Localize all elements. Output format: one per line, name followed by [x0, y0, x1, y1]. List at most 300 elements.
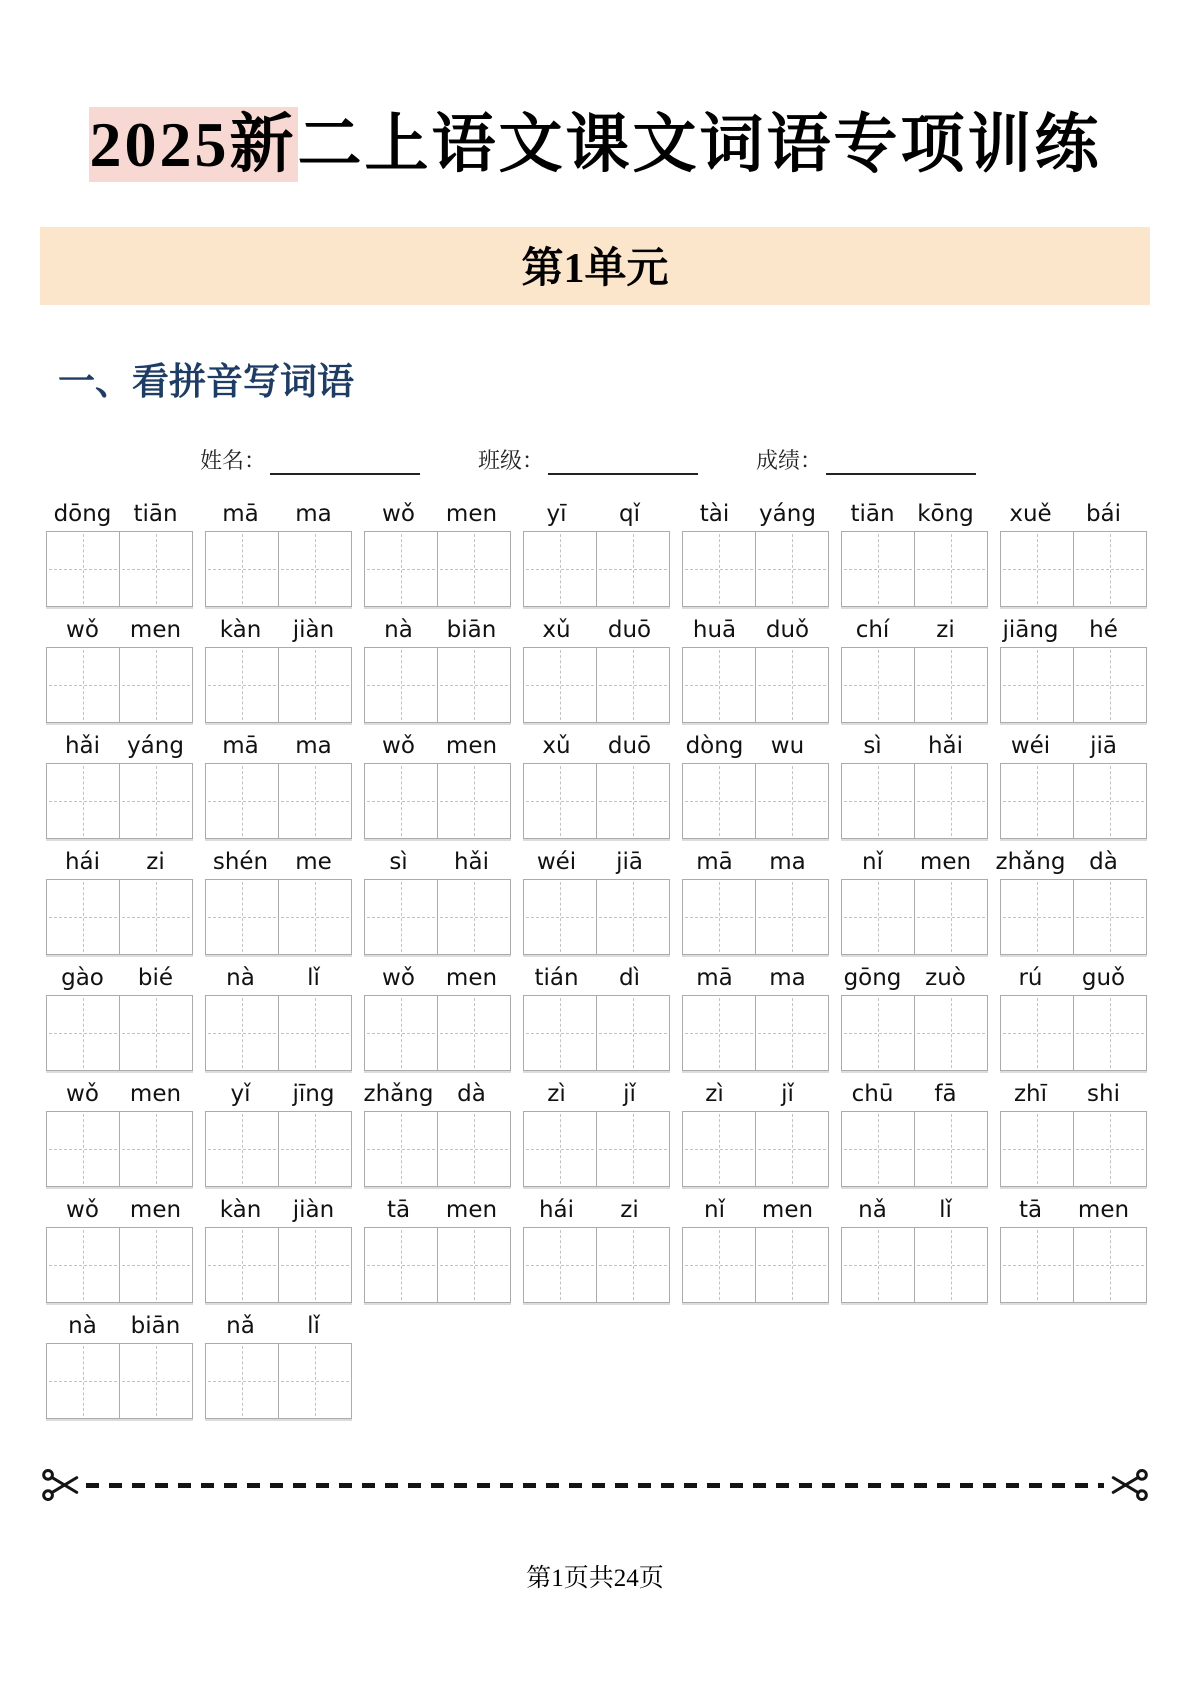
- writing-cell: [119, 880, 192, 954]
- pinyin-word: [994, 615, 1140, 645]
- writing-cell: [437, 764, 510, 838]
- class-blank: [548, 451, 698, 475]
- writing-cell: [842, 1112, 914, 1186]
- pinyin-syllable: yáng: [759, 501, 816, 527]
- writing-cell: [47, 1228, 119, 1302]
- writing-cell: [206, 996, 278, 1070]
- writing-cell: [278, 1112, 351, 1186]
- writing-cell: [842, 648, 914, 722]
- pinyin-word: [46, 731, 192, 761]
- pinyin-word: [362, 615, 508, 645]
- writing-block: [205, 763, 352, 839]
- writing-block: [682, 1111, 829, 1187]
- practice-row: [46, 731, 1150, 839]
- pinyin-word: [678, 615, 824, 645]
- writing-cell: [47, 532, 119, 606]
- writing-cell: [755, 1112, 828, 1186]
- writing-cell: [524, 764, 596, 838]
- pinyin-syllable: tiān: [850, 501, 895, 527]
- pinyin-word: [204, 615, 350, 645]
- writing-grid-row: [46, 995, 1150, 1071]
- writing-cell: [1073, 1112, 1146, 1186]
- pinyin-word: [678, 499, 824, 529]
- writing-block: [364, 879, 511, 955]
- pinyin-syllable: biān: [130, 1313, 181, 1339]
- pinyin-word: [678, 731, 824, 761]
- writing-cell: [914, 880, 987, 954]
- pinyin-word: [836, 847, 982, 877]
- pinyin-syllable: xǔ: [542, 733, 571, 759]
- pinyin-syllable: shi: [1087, 1081, 1120, 1107]
- pinyin-word: [678, 1079, 824, 1109]
- pinyin-syllable: wéi: [1010, 733, 1051, 759]
- writing-cell: [842, 532, 914, 606]
- pinyin-syllable: xuě: [1009, 501, 1052, 527]
- writing-cell: [914, 764, 987, 838]
- pinyin-syllable: zi: [146, 849, 165, 875]
- pinyin-syllable: huā: [692, 617, 737, 643]
- writing-cell: [437, 880, 510, 954]
- writing-block: [841, 879, 988, 955]
- practice-row: [46, 499, 1150, 607]
- writing-block: [841, 1227, 988, 1303]
- writing-cell: [683, 996, 755, 1070]
- pinyin-syllable: zuò: [925, 965, 966, 991]
- pinyin-syllable: kàn: [219, 1197, 262, 1223]
- pinyin-word: [362, 847, 508, 877]
- practice-row: [46, 963, 1150, 1071]
- pinyin-word: [836, 731, 982, 761]
- writing-block: [364, 1227, 511, 1303]
- writing-cell: [365, 1112, 437, 1186]
- writing-cell: [596, 648, 669, 722]
- pinyin-word: [836, 1195, 982, 1225]
- writing-cell: [1073, 648, 1146, 722]
- title-rest: 二上语文课文词语专项训练: [297, 109, 1102, 180]
- writing-cell: [1073, 996, 1146, 1070]
- pinyin-syllable: jiàn: [292, 617, 335, 643]
- pinyin-syllable: qǐ: [619, 501, 640, 527]
- writing-block: [1000, 763, 1147, 839]
- pinyin-syllable: men: [445, 501, 498, 527]
- pinyin-line: [46, 1079, 1150, 1109]
- writing-block: [364, 995, 511, 1071]
- pinyin-syllable: bái: [1085, 501, 1122, 527]
- writing-grid-row: [46, 531, 1150, 607]
- pinyin-word: [994, 499, 1140, 529]
- pinyin-syllable: ma: [769, 965, 806, 991]
- writing-cell: [206, 1344, 278, 1418]
- writing-cell: [1073, 532, 1146, 606]
- name-field: [200, 444, 420, 475]
- writing-block: [682, 879, 829, 955]
- pinyin-word: [46, 1195, 192, 1225]
- pinyin-line: [46, 1311, 1150, 1341]
- pinyin-line: [46, 963, 1150, 993]
- pinyin-syllable: men: [919, 849, 972, 875]
- writing-block: [364, 647, 511, 723]
- pinyin-word: [678, 847, 824, 877]
- pinyin-syllable: ma: [295, 733, 332, 759]
- pinyin-syllable: zi: [936, 617, 955, 643]
- pinyin-line: [46, 847, 1150, 877]
- writing-cell: [119, 532, 192, 606]
- pinyin-syllable: men: [129, 1081, 182, 1107]
- pinyin-syllable: duǒ: [765, 617, 810, 643]
- writing-cell: [278, 1344, 351, 1418]
- writing-cell: [206, 532, 278, 606]
- scissors-icon: [1108, 1464, 1150, 1506]
- pinyin-syllable: mā: [222, 733, 259, 759]
- unit-banner-label: 第1单元: [521, 246, 669, 292]
- pinyin-syllable: duō: [607, 733, 652, 759]
- pinyin-syllable: tián: [534, 965, 579, 991]
- practice-row: [46, 1195, 1150, 1303]
- writing-cell: [755, 880, 828, 954]
- writing-block: [1000, 1111, 1147, 1187]
- writing-cell: [1001, 764, 1073, 838]
- writing-block: [364, 763, 511, 839]
- writing-cell: [914, 1112, 987, 1186]
- name-label: 姓名：: [200, 448, 267, 473]
- pinyin-syllable: guǒ: [1081, 965, 1126, 991]
- writing-block: [523, 1111, 670, 1187]
- writing-block: [682, 995, 829, 1071]
- pinyin-syllable: hái: [538, 1197, 575, 1223]
- pinyin-syllable: kōng: [917, 501, 974, 527]
- writing-cell: [596, 1112, 669, 1186]
- pinyin-syllable: wéi: [536, 849, 577, 875]
- pinyin-word: [520, 1079, 666, 1109]
- pinyin-syllable: tā: [1018, 1197, 1043, 1223]
- writing-cell: [755, 996, 828, 1070]
- writing-block: [523, 531, 670, 607]
- pinyin-word: [46, 847, 192, 877]
- pinyin-syllable: men: [1077, 1197, 1130, 1223]
- writing-grid-row: [46, 1227, 1150, 1303]
- pinyin-word: [836, 963, 982, 993]
- pinyin-syllable: wǒ: [382, 733, 415, 759]
- writing-cell: [683, 532, 755, 606]
- writing-cell: [1001, 880, 1073, 954]
- pinyin-word: [362, 963, 508, 993]
- writing-cell: [1073, 880, 1146, 954]
- pinyin-syllable: fā: [934, 1081, 957, 1107]
- pinyin-word: [520, 963, 666, 993]
- writing-cell: [1001, 532, 1073, 606]
- pinyin-syllable: men: [445, 733, 498, 759]
- pinyin-line: [46, 1195, 1150, 1225]
- writing-grid-row: [46, 647, 1150, 723]
- pinyin-word: [46, 615, 192, 645]
- writing-block: [46, 763, 193, 839]
- writing-cell: [47, 880, 119, 954]
- pinyin-syllable: zhī: [1013, 1081, 1048, 1107]
- pinyin-syllable: dòng: [685, 733, 744, 759]
- writing-cell: [206, 880, 278, 954]
- writing-block: [46, 879, 193, 955]
- pinyin-word: [836, 499, 982, 529]
- writing-cell: [278, 532, 351, 606]
- pinyin-syllable: ma: [295, 501, 332, 527]
- writing-cell: [596, 764, 669, 838]
- pinyin-syllable: tā: [386, 1197, 411, 1223]
- pinyin-word: [362, 731, 508, 761]
- pinyin-syllable: chí: [855, 617, 890, 643]
- pinyin-syllable: zi: [620, 1197, 639, 1223]
- writing-cell: [842, 1228, 914, 1302]
- pinyin-word: [362, 1195, 508, 1225]
- pinyin-word: [520, 731, 666, 761]
- pinyin-syllable: nà: [226, 965, 255, 991]
- writing-block: [841, 1111, 988, 1187]
- writing-cell: [524, 532, 596, 606]
- pinyin-word: [520, 499, 666, 529]
- section-heading: 一、看拼音写词语: [58, 362, 354, 403]
- pinyin-syllable: jiāng: [1002, 617, 1059, 643]
- writing-block: [841, 531, 988, 607]
- writing-cell: [755, 532, 828, 606]
- writing-cell: [119, 996, 192, 1070]
- writing-block: [46, 1111, 193, 1187]
- pinyin-syllable: jǐ: [623, 1081, 636, 1107]
- pinyin-syllable: wǒ: [66, 617, 99, 643]
- writing-cell: [47, 648, 119, 722]
- writing-cell: [1001, 648, 1073, 722]
- pinyin-syllable: shén: [212, 849, 269, 875]
- pinyin-syllable: jiā: [1090, 733, 1117, 759]
- writing-block: [205, 879, 352, 955]
- pinyin-syllable: lǐ: [307, 1313, 320, 1339]
- writing-grid-row: [46, 763, 1150, 839]
- writing-cell: [1073, 764, 1146, 838]
- class-field: [478, 444, 698, 475]
- writing-cell: [524, 648, 596, 722]
- writing-cell: [47, 764, 119, 838]
- writing-cell: [1001, 1112, 1073, 1186]
- pinyin-syllable: hǎi: [64, 733, 101, 759]
- writing-cell: [278, 996, 351, 1070]
- pinyin-syllable: me: [295, 849, 332, 875]
- page-number: 第1页共24页: [526, 1565, 664, 1592]
- cut-dash-line: [86, 1483, 1104, 1488]
- writing-block: [682, 647, 829, 723]
- pinyin-syllable: zhǎng: [363, 1081, 434, 1107]
- pinyin-word: [836, 615, 982, 645]
- writing-block: [46, 1227, 193, 1303]
- pinyin-word: [204, 499, 350, 529]
- writing-cell: [47, 996, 119, 1070]
- pinyin-word: [46, 1079, 192, 1109]
- writing-block: [523, 995, 670, 1071]
- score-field: [756, 444, 976, 475]
- pinyin-syllable: lǐ: [307, 965, 320, 991]
- writing-block: [523, 763, 670, 839]
- pinyin-syllable: dōng: [53, 501, 112, 527]
- writing-grid-row: [46, 1343, 1150, 1419]
- writing-block: [46, 1343, 193, 1419]
- pinyin-syllable: mā: [696, 965, 733, 991]
- writing-cell: [755, 1228, 828, 1302]
- pinyin-syllable: wǒ: [66, 1081, 99, 1107]
- name-blank: [270, 451, 420, 475]
- writing-cell: [365, 764, 437, 838]
- pinyin-syllable: dà: [457, 1081, 486, 1107]
- writing-cell: [119, 1344, 192, 1418]
- pinyin-word: [836, 1079, 982, 1109]
- pinyin-syllable: zhǎng: [995, 849, 1066, 875]
- writing-cell: [365, 648, 437, 722]
- writing-block: [523, 879, 670, 955]
- writing-cell: [278, 764, 351, 838]
- writing-cell: [365, 996, 437, 1070]
- pinyin-word: [204, 847, 350, 877]
- writing-cell: [596, 996, 669, 1070]
- writing-block: [205, 531, 352, 607]
- pinyin-syllable: jǐ: [781, 1081, 794, 1107]
- writing-block: [205, 1111, 352, 1187]
- cut-line: [40, 1464, 1150, 1506]
- pinyin-syllable: wǒ: [66, 1197, 99, 1223]
- pinyin-syllable: yǐ: [230, 1081, 251, 1107]
- writing-cell: [437, 648, 510, 722]
- pinyin-syllable: men: [761, 1197, 814, 1223]
- writing-grid-row: [46, 1111, 1150, 1187]
- writing-block: [205, 995, 352, 1071]
- writing-block: [523, 647, 670, 723]
- pinyin-syllable: mā: [222, 501, 259, 527]
- pinyin-practice-area: [46, 499, 1150, 1419]
- writing-cell: [596, 1228, 669, 1302]
- unit-banner: [40, 227, 1150, 305]
- pinyin-syllable: duō: [607, 617, 652, 643]
- writing-block: [841, 647, 988, 723]
- writing-cell: [842, 996, 914, 1070]
- pinyin-syllable: sì: [389, 849, 408, 875]
- pinyin-syllable: nà: [68, 1313, 97, 1339]
- pinyin-word: [46, 499, 192, 529]
- class-label: 班级：: [478, 448, 545, 473]
- pinyin-line: [46, 499, 1150, 529]
- pinyin-word: [994, 1195, 1140, 1225]
- pinyin-syllable: biān: [446, 617, 497, 643]
- pinyin-syllable: kàn: [219, 617, 262, 643]
- writing-cell: [683, 1112, 755, 1186]
- pinyin-syllable: hǎi: [453, 849, 490, 875]
- writing-cell: [278, 880, 351, 954]
- pinyin-syllable: men: [445, 965, 498, 991]
- writing-cell: [842, 764, 914, 838]
- pinyin-syllable: jiā: [616, 849, 643, 875]
- pinyin-syllable: bié: [137, 965, 174, 991]
- writing-cell: [524, 996, 596, 1070]
- writing-cell: [437, 532, 510, 606]
- writing-cell: [596, 880, 669, 954]
- pinyin-word: [678, 963, 824, 993]
- practice-row: [46, 615, 1150, 723]
- pinyin-syllable: yáng: [127, 733, 184, 759]
- writing-cell: [683, 880, 755, 954]
- writing-block: [1000, 1227, 1147, 1303]
- writing-cell: [1001, 1228, 1073, 1302]
- pinyin-syllable: hé: [1089, 617, 1118, 643]
- pinyin-syllable: ma: [769, 849, 806, 875]
- pinyin-word: [46, 963, 192, 993]
- writing-cell: [206, 1112, 278, 1186]
- writing-block: [364, 531, 511, 607]
- writing-cell: [47, 1112, 119, 1186]
- writing-cell: [119, 764, 192, 838]
- pinyin-word: [994, 731, 1140, 761]
- practice-row: [46, 847, 1150, 955]
- pinyin-syllable: men: [445, 1197, 498, 1223]
- writing-block: [46, 531, 193, 607]
- practice-row: [46, 1079, 1150, 1187]
- pinyin-syllable: gōng: [843, 965, 902, 991]
- writing-cell: [119, 648, 192, 722]
- pinyin-syllable: mā: [696, 849, 733, 875]
- pinyin-syllable: jiàn: [292, 1197, 335, 1223]
- writing-block: [1000, 647, 1147, 723]
- writing-cell: [437, 1228, 510, 1302]
- pinyin-syllable: nǎ: [226, 1313, 255, 1339]
- score-label: 成绩：: [756, 448, 823, 473]
- scissors-icon: [40, 1464, 82, 1506]
- writing-cell: [914, 1228, 987, 1302]
- pinyin-word: [994, 847, 1140, 877]
- writing-block: [682, 1227, 829, 1303]
- writing-cell: [914, 648, 987, 722]
- pinyin-syllable: zì: [705, 1081, 724, 1107]
- pinyin-syllable: chū: [851, 1081, 894, 1107]
- pinyin-syllable: sì: [863, 733, 882, 759]
- pinyin-syllable: lǐ: [939, 1197, 952, 1223]
- pinyin-syllable: nà: [384, 617, 413, 643]
- writing-cell: [278, 648, 351, 722]
- pinyin-syllable: nǎ: [858, 1197, 887, 1223]
- pinyin-syllable: gào: [61, 965, 104, 991]
- writing-block: [364, 1111, 511, 1187]
- score-blank: [826, 451, 976, 475]
- writing-cell: [47, 1344, 119, 1418]
- pinyin-word: [204, 1311, 350, 1341]
- pinyin-syllable: tài: [699, 501, 730, 527]
- writing-cell: [119, 1112, 192, 1186]
- pinyin-syllable: hǎi: [927, 733, 964, 759]
- writing-cell: [437, 996, 510, 1070]
- writing-cell: [437, 1112, 510, 1186]
- writing-block: [1000, 879, 1147, 955]
- pinyin-word: [204, 731, 350, 761]
- pinyin-line: [46, 615, 1150, 645]
- pinyin-word: [46, 1311, 192, 1341]
- writing-block: [841, 763, 988, 839]
- writing-cell: [524, 880, 596, 954]
- writing-block: [46, 647, 193, 723]
- pinyin-word: [204, 1079, 350, 1109]
- pinyin-syllable: hái: [64, 849, 101, 875]
- writing-cell: [755, 648, 828, 722]
- writing-cell: [119, 1228, 192, 1302]
- writing-cell: [278, 1228, 351, 1302]
- student-info-row: [200, 445, 1150, 475]
- writing-cell: [596, 532, 669, 606]
- pinyin-syllable: rú: [1018, 965, 1043, 991]
- pinyin-line: [46, 731, 1150, 761]
- pinyin-syllable: dì: [619, 965, 640, 991]
- pinyin-word: [678, 1195, 824, 1225]
- writing-cell: [365, 532, 437, 606]
